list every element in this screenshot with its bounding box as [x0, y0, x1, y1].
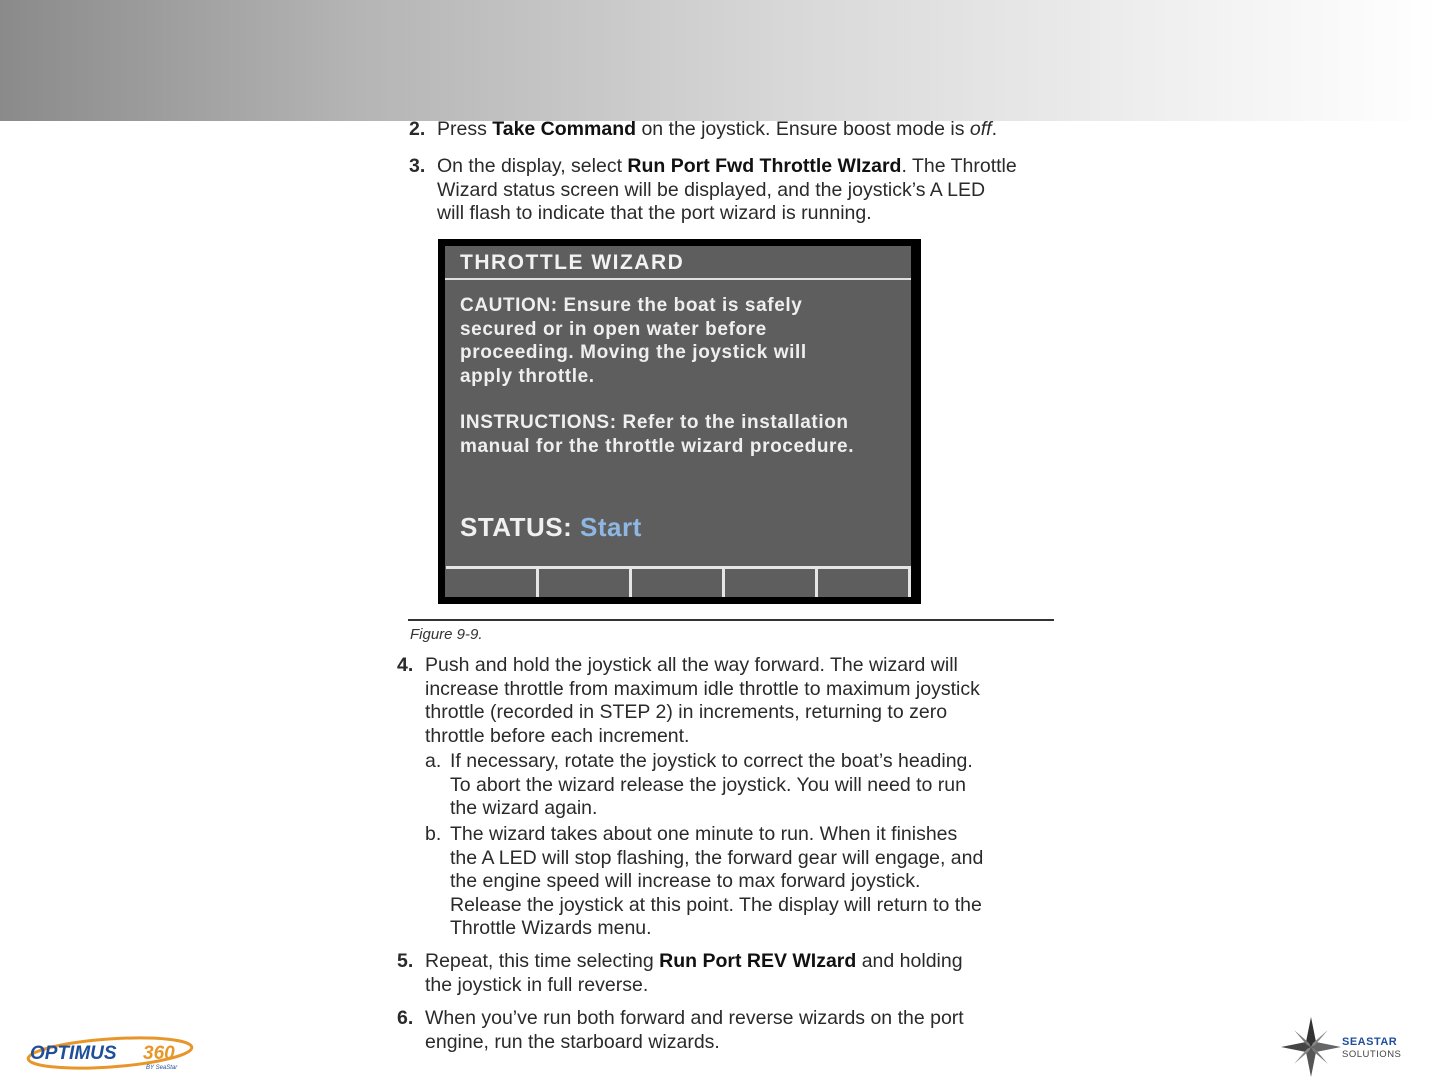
status-value: Start	[580, 512, 642, 542]
title-divider	[445, 278, 911, 280]
step-bold-text: Take Command	[492, 118, 637, 140]
step-number: 2.	[409, 118, 426, 140]
status-label: STATUS:	[460, 512, 573, 542]
figure-caption: Figure 9-9.	[410, 626, 483, 643]
instructions-line: INSTRUCTIONS: Refer to the installation	[460, 412, 849, 433]
step-bold-text: Run Port Fwd Throttle WIzard	[627, 155, 902, 177]
logo-text-solutions: SOLUTIONS	[1342, 1049, 1402, 1060]
caution-text	[460, 294, 807, 388]
step-text: on the joystick. Ensure boost mode is	[636, 118, 970, 140]
instructions-line: manual for the throttle wizard procedure.	[460, 435, 855, 457]
step-text: throttle (recorded in STEP 2) in increments, returning to zero	[425, 701, 948, 723]
step-italic-text: off	[969, 118, 992, 140]
logo-wordmark: OPTIMUS	[30, 1043, 117, 1064]
step-4b	[425, 823, 984, 941]
step-text: Repeat, this time selecting	[425, 950, 660, 972]
instructions-text	[460, 411, 854, 458]
step-text: the wizard again.	[450, 797, 598, 819]
figure-divider	[408, 619, 1054, 621]
compass-star-icon	[1281, 1017, 1341, 1077]
status-line	[460, 512, 642, 543]
substep-letter: a.	[425, 750, 442, 772]
softkey-1[interactable]	[446, 566, 536, 597]
step-text: the A LED will stop flashing, the forward gear will engage, and	[450, 846, 984, 869]
step-text: Wizard status screen will be displayed, and the joystick’s A LED	[437, 178, 986, 201]
step-number: 6.	[397, 1007, 414, 1029]
step-text: and holding	[856, 950, 963, 972]
step-text: .	[991, 118, 997, 140]
optimus360-logo	[26, 1033, 196, 1075]
wizard-title: THROTTLE WIZARD	[460, 251, 685, 274]
softkey-bar	[446, 566, 911, 597]
step-text: Throttle Wizards menu.	[450, 917, 652, 939]
substep-letter: b.	[425, 823, 442, 845]
step-text: The wizard takes about one minute to run. When it finishes	[450, 823, 958, 845]
logo-number: 360	[143, 1043, 175, 1064]
step-number: 3.	[409, 155, 426, 177]
step-text: Push and hold the joystick all the way forward. The wizard will	[425, 654, 958, 676]
display-screen	[445, 246, 911, 597]
step-5	[397, 950, 963, 997]
caution-line: proceeding. Moving the joystick will	[460, 342, 807, 363]
step-number: 4.	[397, 654, 414, 676]
step-text: engine, run the starboard wizards.	[425, 1030, 720, 1053]
softkey-3[interactable]	[629, 566, 722, 597]
softkey-2[interactable]	[536, 566, 629, 597]
step-text: Press	[437, 118, 493, 140]
step-text: the joystick in full reverse.	[425, 973, 649, 996]
step-number: 5.	[397, 950, 414, 972]
step-2	[409, 118, 997, 142]
softkey-5[interactable]	[815, 566, 911, 597]
caution-line: secured or in open water before	[460, 318, 767, 340]
step-text: the engine speed will increase to max forward joystick.	[450, 870, 921, 892]
softkey-4[interactable]	[722, 566, 815, 597]
logo-text-seastar: SEASTAR	[1342, 1036, 1398, 1048]
step-text: will flash to indicate that the port wizard is running.	[437, 202, 872, 224]
step-text: To abort the wizard release the joystick. You will need to run	[450, 773, 966, 796]
step-text: increase throttle from maximum idle throttle to maximum joystick	[425, 677, 980, 700]
step-text: Release the joystick at this point. The display will return to the	[450, 893, 982, 916]
seastar-solutions-logo	[1280, 1015, 1438, 1077]
step-6	[397, 1007, 964, 1054]
caution-line: apply throttle.	[460, 365, 595, 387]
step-text: throttle before each increment.	[425, 724, 690, 747]
step-bold-text: Run Port REV WIzard	[659, 950, 857, 972]
caution-line: CAUTION: Ensure the boat is safely	[460, 295, 803, 316]
step-4	[397, 654, 980, 748]
step-text: If necessary, rotate the joystick to correct the boat’s heading.	[450, 750, 973, 772]
logo-byline: BY SeaStar	[146, 1065, 178, 1071]
throttle-wizard-display	[438, 239, 921, 604]
step-4a	[425, 750, 973, 821]
step-text: When you’ve run both forward and reverse wizards on the port	[425, 1007, 964, 1029]
step-text: . The Throttle	[901, 155, 1017, 177]
step-3	[409, 155, 1017, 226]
step-text: On the display, select	[437, 155, 628, 177]
